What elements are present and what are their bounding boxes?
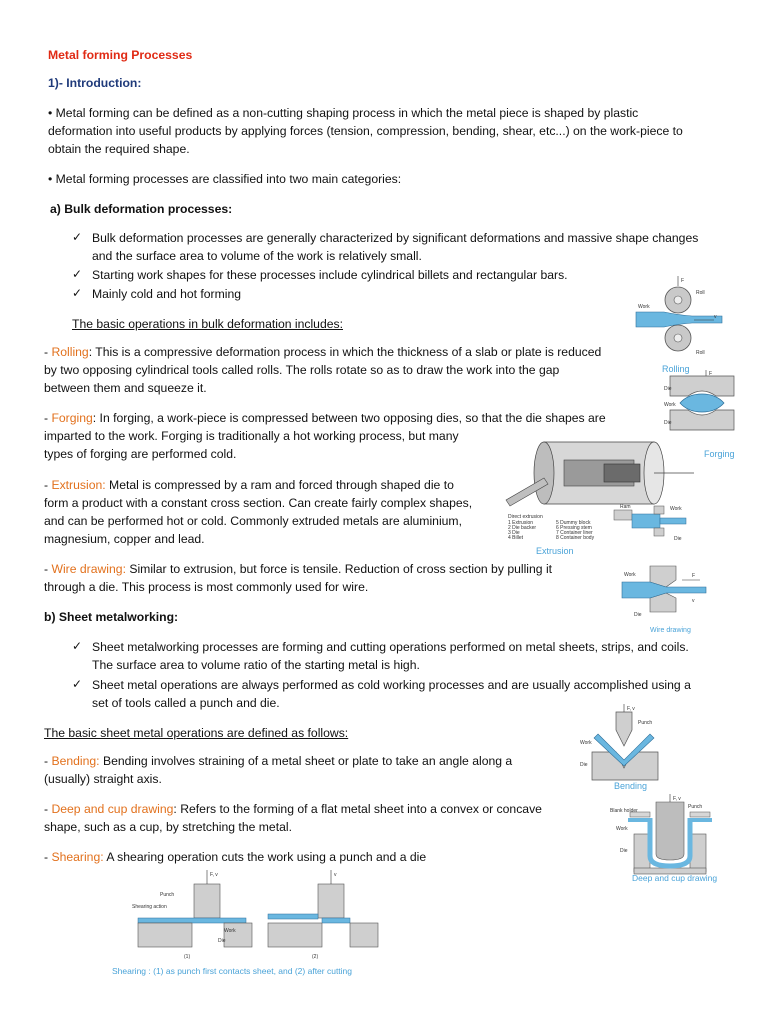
forging-figure bbox=[666, 370, 738, 436]
sheet-bullet-line: The surface area to volume ratio of the starting metal is high. bbox=[92, 658, 420, 672]
dash: - bbox=[44, 754, 52, 768]
forging-line bbox=[44, 409, 606, 428]
deep-figure bbox=[608, 794, 722, 878]
deep-blank-label: Blank holder bbox=[610, 808, 638, 814]
deep-die-label: Die bbox=[620, 848, 628, 854]
extrusion-figure bbox=[504, 438, 700, 556]
rolling-text: between them and squeeze it. bbox=[44, 381, 207, 395]
sheet-bullet-line: set of tools called a punch and die. bbox=[92, 696, 280, 710]
extrusion-legend-item: 5 Dummy block bbox=[556, 520, 591, 526]
dash: - bbox=[44, 850, 52, 864]
rolling-roll-label: Roll bbox=[696, 350, 705, 356]
bending-force-label: F, v bbox=[627, 706, 635, 712]
dash: - bbox=[44, 411, 52, 425]
bulk-bullet-line: and the surface area to volume of the work is relatively small. bbox=[92, 249, 422, 263]
forging-die-label: Die bbox=[664, 386, 672, 392]
shearing-figure bbox=[118, 866, 382, 962]
bending-figure bbox=[578, 704, 674, 784]
extrusion-legend-item: 2 Die backer bbox=[508, 525, 537, 531]
check-icon: ✓ bbox=[72, 286, 83, 300]
bending-text: Bending involves straining of a metal sheet or plate to take an angle along a bbox=[99, 754, 513, 768]
check-icon: ✓ bbox=[72, 639, 83, 653]
intro-paragraph-line: • Metal forming can be defined as a non-cutting shaping process in which the metal piece is shaped by plastic bbox=[48, 106, 639, 120]
bending-term: Bending: bbox=[51, 754, 100, 768]
bulk-bullet-line: Bulk deformation processes are generally characterized by significant deformations and massive shape changes bbox=[92, 231, 699, 245]
rolling-text: : This is a compressive deformation process in which the thickness of a slab or plate is reduced bbox=[88, 345, 602, 359]
deep-term: Deep and cup drawing bbox=[51, 802, 174, 816]
rolling-force-label: F bbox=[681, 278, 685, 284]
dash: - bbox=[44, 562, 52, 576]
wire-figure bbox=[620, 562, 708, 620]
extrusion-legend-item: 7 Container liner bbox=[556, 530, 593, 536]
deep-line bbox=[44, 800, 542, 819]
intro-paragraph-line: obtain the required shape. bbox=[48, 142, 190, 156]
shearing-line bbox=[44, 848, 426, 867]
shearing-punch-label: Punch bbox=[160, 892, 175, 898]
extrusion-legend-item: 8 Container body bbox=[556, 535, 595, 541]
extrusion-legend-item: Direct extrusion bbox=[508, 514, 543, 520]
extrusion-caption: Extrusion bbox=[536, 546, 574, 556]
extrusion-legend-item: 6 Pressing stem bbox=[556, 525, 592, 531]
extrusion-line bbox=[44, 476, 454, 495]
wire-term: Wire drawing: bbox=[51, 562, 126, 576]
rolling-term: Rolling bbox=[51, 345, 89, 359]
extrusion-legend-item: 4 Billet bbox=[508, 535, 524, 541]
rolling-text: by two opposing cylindrical tools called rolls. The rolls rotate so as to draw the work into the gap bbox=[44, 363, 560, 377]
extrusion-legend-item: 1 Extrusion bbox=[508, 520, 534, 526]
bulk-ops-heading: The basic operations in bulk deformation includes: bbox=[72, 317, 343, 331]
extrusion-text: Metal is compressed by a ram and forced through shaped die to bbox=[105, 478, 454, 492]
wire-v-label: v bbox=[692, 598, 695, 604]
dash: - bbox=[44, 802, 52, 816]
shearing-action-label: Shearing action bbox=[132, 904, 167, 910]
shearing-number-1: (1) bbox=[184, 954, 191, 960]
intro-heading: 1)- Introduction: bbox=[48, 76, 142, 90]
extrusion-die-label: Die bbox=[674, 536, 682, 542]
bending-die-label: Die bbox=[580, 762, 588, 768]
bulk-bullet-line: Starting work shapes for these processes include cylindrical billets and rectangular bars. bbox=[92, 268, 568, 282]
rolling-work-label: Work bbox=[638, 304, 650, 310]
forging-die-label: Die bbox=[664, 420, 672, 426]
wire-line bbox=[44, 560, 552, 579]
wire-caption: Wire drawing bbox=[650, 627, 691, 634]
intro-paragraph-line: deformation into useful products by applying forces (tension, compression, bending, shear, etc...) on the work-piece to bbox=[48, 124, 683, 138]
extrusion-text: and can be performed hot or cold. Commonly extruded metals are aluminium, bbox=[44, 514, 462, 528]
page-title: Metal forming Processes bbox=[48, 48, 193, 62]
extrusion-legend-item: 3 Die bbox=[508, 530, 520, 536]
extrusion-text: magnesium, copper and lead. bbox=[44, 532, 205, 546]
rolling-line bbox=[44, 343, 601, 362]
extrusion-text: form a product with a constant cross section. Can create fairly complex shapes, bbox=[44, 496, 473, 510]
forging-text: imparted to the work. Forging is traditionally a hot working process, but many bbox=[44, 429, 459, 443]
shearing-force-label: F, v bbox=[210, 872, 218, 878]
sheet-ops-heading: The basic sheet metal operations are defined as follows: bbox=[44, 726, 349, 740]
forging-force-label: F bbox=[709, 371, 713, 377]
dash: - bbox=[44, 478, 52, 492]
shearing-work-label: Work bbox=[224, 928, 236, 934]
shearing-number-2: (2) bbox=[312, 954, 319, 960]
sheet-bullet-line: Sheet metal operations are always performed as cold working processes and are usually accomplished using a bbox=[92, 678, 691, 692]
rolling-v-label: v bbox=[714, 314, 717, 320]
forging-text: : In forging, a work-piece is compressed between two opposing dies, so that the die shapes are bbox=[92, 411, 606, 425]
check-icon: ✓ bbox=[72, 230, 83, 244]
bending-caption: Bending bbox=[614, 781, 648, 791]
deep-text: shape, such as a cup, by stretching the metal. bbox=[44, 820, 292, 834]
sheet-bullet-line: Sheet metalworking processes are forming and cutting operations performed on metal sheets, strips, and coils. bbox=[92, 640, 689, 654]
extrusion-term: Extrusion: bbox=[51, 478, 106, 492]
deep-caption: Deep and cup drawing bbox=[632, 873, 718, 883]
bending-line bbox=[44, 752, 512, 771]
forging-text: types of forging are performed cold. bbox=[44, 447, 237, 461]
shearing-caption: Shearing : (1) as punch first contacts sheet, and (2) after cutting bbox=[112, 966, 353, 976]
wire-die-label: Die bbox=[634, 612, 642, 618]
shearing-die-label: Die bbox=[218, 938, 226, 944]
check-icon: ✓ bbox=[72, 677, 83, 691]
wire-f-label: F bbox=[692, 573, 696, 579]
deep-work-label: Work bbox=[616, 826, 628, 832]
forging-work-label: Work bbox=[664, 402, 676, 408]
rolling-caption: Rolling bbox=[662, 364, 690, 374]
forging-term: Forging bbox=[51, 411, 93, 425]
extrusion-work-label: Work bbox=[670, 506, 682, 512]
bulk-bullet-line: Mainly cold and hot forming bbox=[92, 287, 242, 301]
rolling-roll-label: Roll bbox=[696, 290, 705, 296]
deep-force-label: F, v bbox=[673, 796, 681, 802]
sheet-heading: b) Sheet metalworking: bbox=[44, 610, 179, 624]
deep-text: : Refers to the forming of a flat metal sheet into a convex or concave bbox=[173, 802, 542, 816]
bending-work-label: Work bbox=[580, 740, 592, 746]
shearing-text: A shearing operation cuts the work using a punch and a die bbox=[103, 850, 427, 864]
wire-text: through a die. This process is most commonly used for wire. bbox=[44, 580, 369, 594]
wire-work-label: Work bbox=[624, 572, 636, 578]
deep-punch-label: Punch bbox=[688, 804, 703, 810]
bulk-heading: a) Bulk deformation processes: bbox=[50, 202, 233, 216]
bending-text: (usually) straight axis. bbox=[44, 772, 162, 786]
extrusion-ram-label: Ram bbox=[620, 504, 631, 510]
bending-punch-label: Punch bbox=[638, 720, 653, 726]
forging-caption: Forging bbox=[704, 449, 735, 459]
intro-categories-line: • Metal forming processes are classified into two main categories: bbox=[48, 172, 402, 186]
check-icon: ✓ bbox=[72, 267, 83, 281]
rolling-figure bbox=[634, 274, 724, 370]
shearing-v-label: v bbox=[334, 872, 337, 878]
dash: - bbox=[44, 345, 52, 359]
wire-text: Similar to extrusion, but force is tensile. Reduction of cross section by pulling it bbox=[125, 562, 553, 576]
shearing-term: Shearing: bbox=[51, 850, 104, 864]
